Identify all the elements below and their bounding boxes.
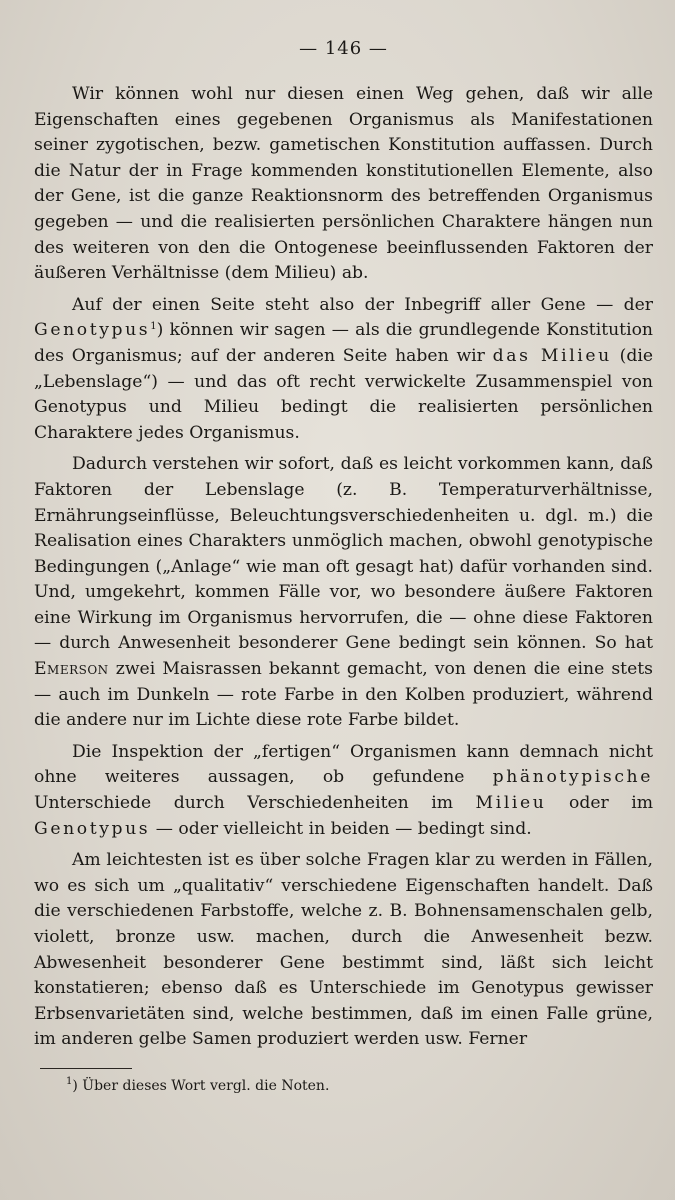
emphasis-phaenotypische: phänotypische — [492, 767, 653, 788]
paragraph-text: zwei Maisrassen bekannt gemacht, von denen die eine stets — auch im Dunkeln — rote Farbe in den Kolben produziert, während die andere nur im Lichte diese rote Farbe bildet. — [34, 659, 653, 731]
paragraph-4 — [34, 740, 653, 842]
paragraph-text: Am leichtesten ist es über solche Fragen klar zu werden in Fällen, wo es sich um „qualitativ“ verschiedene Eigenschaften handelt. Daß die verschiedenen Farbstoffe, welche z. B. Bohnensamenschalen gelb, violett, bronze usw. machen, durch die Anwesenheit bezw. Abwesenheit besonderer Gene bestimmt sind, läßt sich leicht konstatieren; ebenso daß es Unterschiede im Genotypus gewisser Erbsenvarietäten sind, welche bestimmen, daß im einen Falle grüne, im anderen gelbe Samen produziert werden usw. Ferner — [34, 850, 653, 1050]
paragraph-text: oder im — [546, 793, 654, 814]
emphasis-genotypus: Genotypus — [34, 320, 151, 341]
emphasis-das-milieu: das Milieu — [492, 345, 612, 366]
paragraph-text: — oder vielleicht in beiden — bedingt sind. — [150, 818, 532, 839]
footnote-divider — [40, 1068, 132, 1069]
emphasis-milieu: Milieu — [475, 793, 547, 814]
footnote — [66, 1077, 653, 1095]
paragraph-1 — [34, 82, 653, 287]
page-number: — 146 — — [299, 38, 388, 59]
paragraph-text: Unterschiede durch Verschiedenheiten im — [34, 793, 476, 814]
paragraph-3 — [34, 452, 653, 734]
paragraph-text: (die „Lebenslage“) — und das oft recht verwickelte Zusammenspiel von Genotypus und Milieu bedingt die realisierten persönlichen Charaktere jedes Organismus. — [34, 345, 653, 443]
footnote-reference: 1 — [150, 321, 157, 333]
paragraph-5 — [34, 848, 653, 1053]
paragraph-2 — [34, 293, 653, 447]
author-name-emerson: Emerson — [34, 659, 109, 680]
footnote-marker: 1 — [66, 1075, 73, 1087]
paragraph-text: Wir können wohl nur diesen einen Weg gehen, daß wir alle Eigenschaften eines gegebenen Organismus als Manifestationen seiner zygotischen, bezw. gametischen Konstitution auffassen. Durch die Natur der in Frage kommenden konstitutionellen Elemente, also der Gene, ist die ganze Reaktionsnorm des betreffenden Organismus gegeben — und die realisierten persönlichen Charaktere hängen nun des weiteren von den die Ontogenese beeinflussenden Faktoren der äußeren Verhältnisse (dem Milieu) ab. — [34, 84, 653, 284]
paragraph-text: Auf der einen Seite steht also der Inbegriff aller Gene — der — [72, 294, 653, 315]
footnote-text: ) Über dieses Wort vergl. die Noten. — [72, 1077, 330, 1094]
emphasis-genotypus: Genotypus — [34, 818, 151, 839]
paragraph-text: Dadurch verstehen wir sofort, daß es leicht vorkommen kann, daß Faktoren der Lebenslage (z. B. Temperaturverhältnisse, Ernährungseinflüsse, Beleuchtungsverschiedenheiten u. dgl. m.) die Realisation eines Charakters unmöglich machen, obwohl genotypische Bedingungen („Anlage“ wie man oft gesagt hat) dafür vorhanden sind. Und, umgekehrt, kommen Fälle vor, wo besondere äußere Faktoren eine Wirkung im Organismus hervorrufen, die — ohne diese Faktoren — durch Anwesenheit besonderer Gene bedingt sein können. So hat — [34, 454, 653, 654]
paragraph-text: ) können wir sagen — als die grundlegende Konstitution des Organismus; auf der anderen Seite haben wir — [34, 320, 653, 366]
paragraph-text: Die Inspektion der „fertigen“ Organismen kann demnach nicht ohne weiteres aussagen, ob gefundene — [34, 741, 653, 788]
